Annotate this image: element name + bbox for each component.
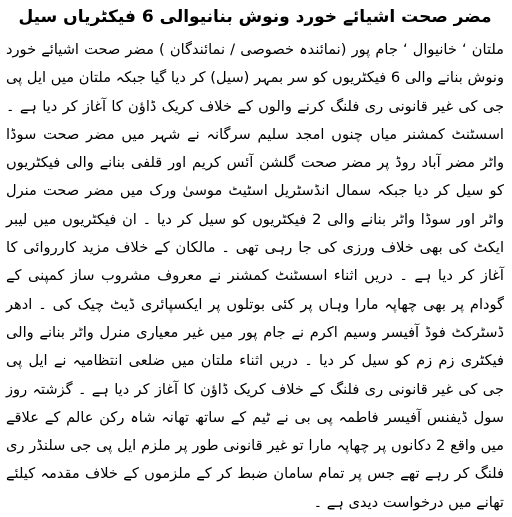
article-body [6,36,504,517]
article-paragraph-1: ملتان ‘ خانیوال ‘ جام پور (نمائندہ خصوصی / نمائندگان ) مضر صحت اشیائے خورد ونوش بنانے والی 6 فیکٹریوں کو سر بمہر (سیل) کر دیا گیا جبکہ ملتان میں ایل پی جی کی غیر قانونی ری فلنگ کرنے والوں کے خلاف کریک ڈاؤن کا آغاز کر دیا ہے ۔ اسسٹنٹ کمشنر میاں چنوں امجد سلیم سرگانہ نے شہر میں مضر صحت سوڈا واٹر مضر آباد روڈ پر مضر صحت گلشن آئس کریم اور قلفی بنانے والی فیکٹریوں کو سیل کر دیا جبکہ سمال انڈسٹریل اسٹیٹ موسیٰ ورک میں مضر صحت منرل واٹر اور سوڈا واٹر بنانے والی 2 فیکٹریوں کو سیل کر دیا ۔ ان فیکٹریوں میں لیبر ایکٹ کی بھی خلاف ورزی کی جا رہی تھی ۔ مالکان کے خلاف مزید کارروائی کا آغاز کر دیا ہے ۔ دریں اثناء اسسٹنٹ کمشنر نے معروف مشروب ساز کمپنی کے گودام پر بھی چھاپہ مارا وہاں پر کئی بوتلوں پر ایکسپائری ڈیٹ چیک کی ۔ ادھر ڈسٹرکٹ فوڈ آفیسر وسیم اکرم نے جام پور میں غیر معیاری منرل واٹر بنانے والی فیکٹری زم زم کو سیل کر دیا ۔ [6,41,505,370]
article-headline: مضر صحت اشیائے خورد ونوش بنانیوالی 6 فیکٹریاں سیل [18,7,492,27]
article-paragraph-2: دریں اثناء ملتان میں ضلعی انتظامیہ نے ایل پی جی کی غیر قانونی ری فلنگ کے خلاف کریک ڈاؤن کا آغاز کر دیا ہے ۔ گزشتہ روز سول ڈیفنس آفیسر فاطمہ پی بی نے ٹیم کے ساتھ تھانہ شاہ رکن عالم کے علاقے میں واقع 2 دکانوں پر چھاپہ مارا تو غیر قانونی طور پر ملزم ایل پی جی سلنڈر ری فلنگ کر رہے تھے جس پر تمام سامان ضبط کر کے ملزموں کے خلاف مقدمہ کیلئے تھانے میں درخواست دیدی ہے ۔ [6,352,504,511]
